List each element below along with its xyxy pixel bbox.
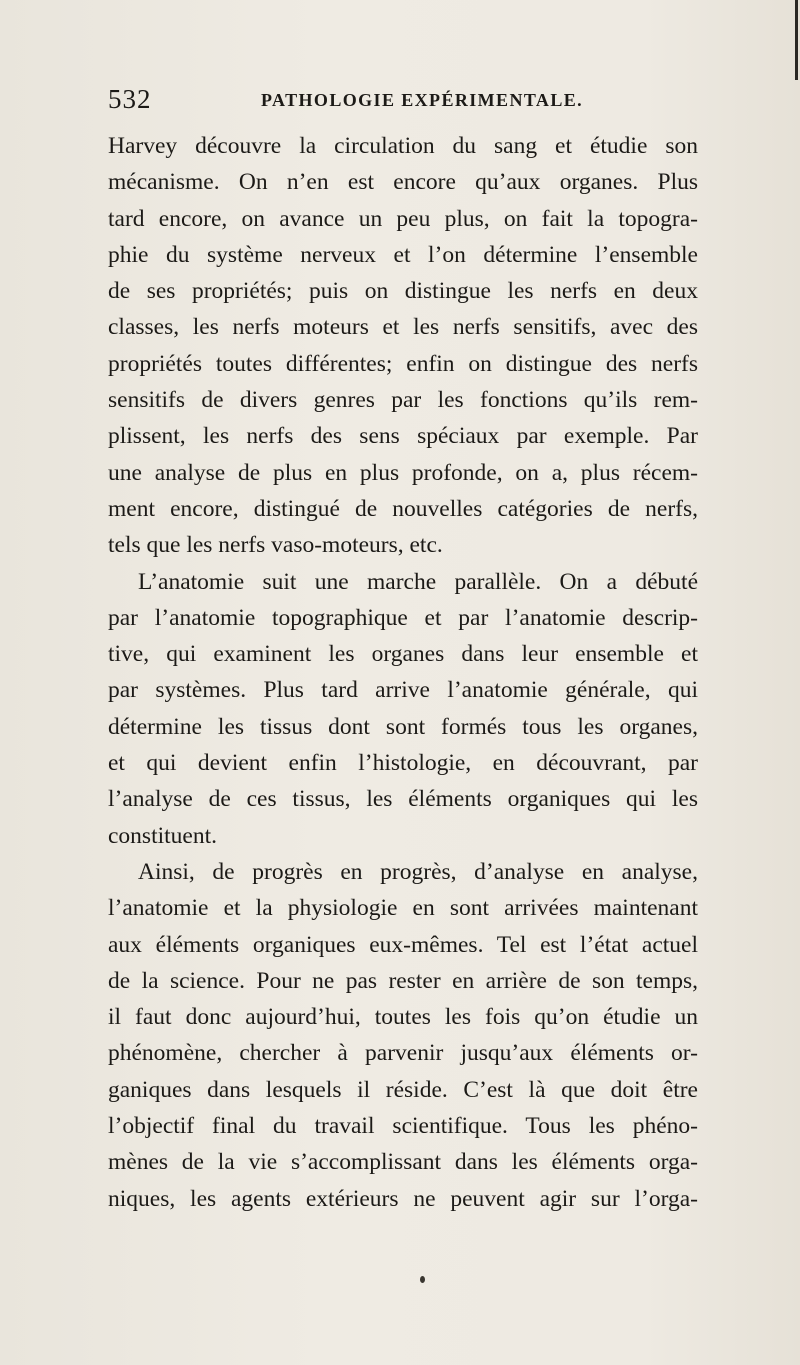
page-edge-shadow	[795, 0, 798, 80]
text-line: l’anatomie et la physiologie en sont arrivées maintenant	[108, 895, 698, 922]
text-line: ment encore, distingué de nouvelles catégories de nerfs,	[108, 495, 698, 522]
running-title: PATHOLOGIE EXPÉRIMENTALE.	[261, 90, 584, 110]
text-line: niques, les agents extérieurs ne peuvent agir sur l’orga-	[108, 1185, 698, 1212]
text-line: tels que les nerfs vaso-moteurs, etc.	[108, 532, 443, 559]
text-line: L’anatomie suit une marche parallèle. On a débuté	[138, 568, 698, 595]
text-line: mènes de la vie s’accomplissant dans les éléments orga-	[108, 1149, 698, 1176]
text-line: de la science. Pour ne pas rester en arrière de son temps,	[108, 967, 698, 994]
text-line: mécanisme. On n’en est encore qu’aux organes. Plus	[108, 169, 698, 196]
text-line: de ses propriétés; puis on distingue les nerfs en deux	[108, 278, 698, 305]
text-line: par l’anatomie topographique et par l’anatomie descrip-	[108, 604, 698, 631]
text-line: l’analyse de ces tissus, les éléments organiques qui les	[108, 786, 698, 813]
text-line: tive, qui examinent les organes dans leur ensemble et	[108, 641, 698, 668]
text-line: il faut donc aujourd’hui, toutes les fois qu’on étudie un	[108, 1004, 698, 1031]
page-number: 532	[108, 84, 152, 114]
text-line: l’objectif final du travail scientifique. Tous les phéno-	[108, 1113, 698, 1140]
text-line: constituent.	[108, 822, 217, 849]
text-line: et qui devient enfin l’histologie, en découvrant, par	[108, 750, 698, 777]
text-line: phie du système nerveux et l’on détermine l’ensemble	[108, 241, 698, 268]
text-line: détermine les tissus dont sont formés tous les organes,	[108, 713, 698, 740]
text-line: classes, les nerfs moteurs et les nerfs sensitifs, avec des	[108, 314, 698, 341]
ink-speck	[420, 1276, 425, 1283]
text-line: tard encore, on avance un peu plus, on fait la topogra-	[108, 205, 698, 232]
text-line: par systèmes. Plus tard arrive l’anatomie générale, qui	[108, 677, 698, 704]
text-line: une analyse de plus en plus profonde, on a, plus récem-	[108, 459, 698, 486]
running-header	[108, 84, 698, 118]
text-line: ganiques dans lesquels il réside. C’est là que doit être	[108, 1076, 698, 1103]
text-line: propriétés toutes différentes; enfin on distingue des nerfs	[108, 350, 698, 377]
text-line: Harvey découvre la circulation du sang et étudie son	[108, 133, 698, 159]
text-line: Ainsi, de progrès en progrès, d’analyse en analyse,	[138, 858, 698, 885]
text-line: plissent, les nerfs des sens spéciaux par exemple. Par	[108, 423, 698, 450]
text-line: sensitifs de divers genres par les fonctions qu’ils rem-	[108, 387, 698, 414]
body-text	[108, 128, 698, 1217]
text-line: phénomène, chercher à parvenir jusqu’aux éléments or-	[108, 1040, 698, 1067]
text-line: aux éléments organiques eux-mêmes. Tel est l’état actuel	[108, 931, 698, 958]
